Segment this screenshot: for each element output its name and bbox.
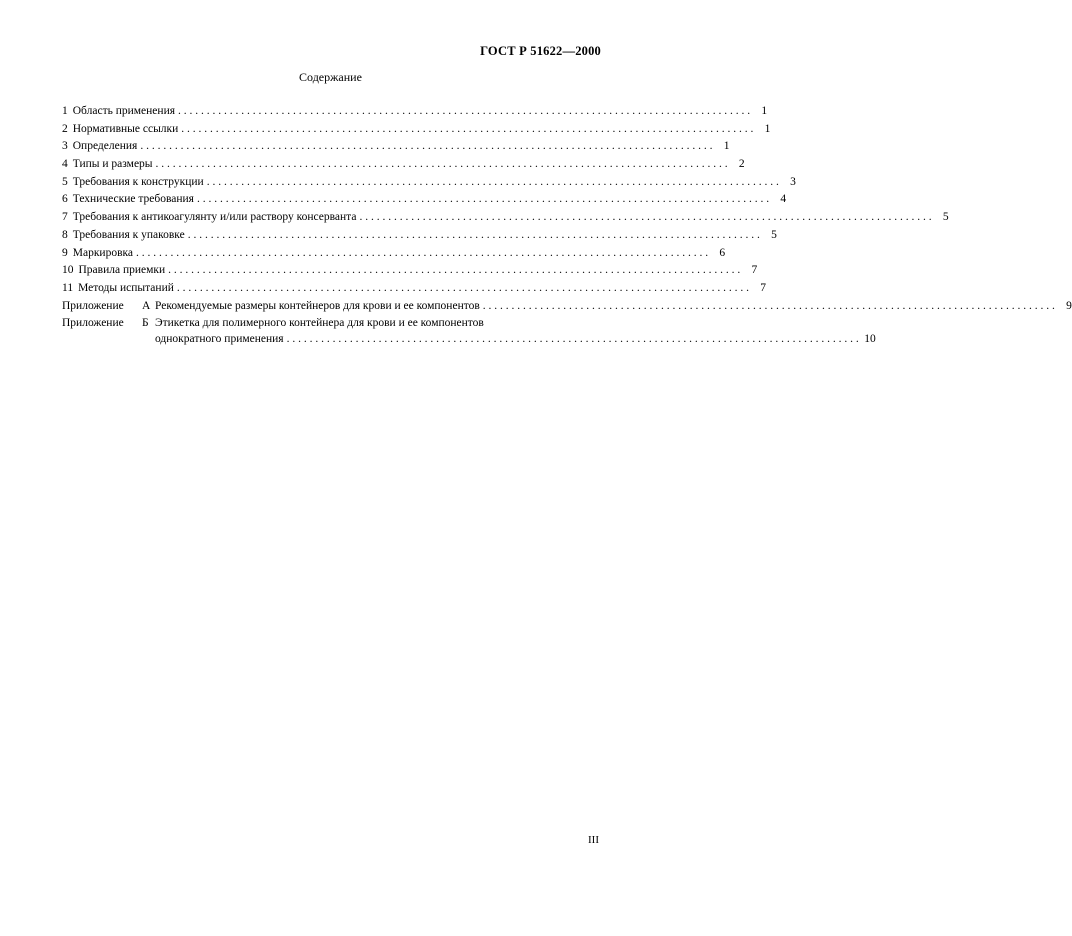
toc-entry-6[interactable] — [62, 191, 787, 209]
leader-dots — [156, 156, 728, 172]
toc-title: Содержание — [299, 70, 362, 84]
page-number: III — [588, 834, 599, 846]
leader-dots — [483, 298, 1055, 314]
toc-entry-page: 1 — [761, 105, 768, 117]
appendix-title-continued: однократного применения — [155, 333, 284, 346]
leader-dots — [188, 227, 760, 243]
toc-entry-number: 8 — [62, 228, 68, 241]
toc-entry-4[interactable] — [62, 156, 745, 174]
leader-dots — [181, 121, 753, 137]
toc-entry-7[interactable] — [62, 209, 949, 227]
leader-dots — [178, 103, 750, 119]
toc-entry-number: 11 — [62, 281, 74, 294]
table-of-contents — [62, 103, 1072, 347]
toc-entry-page: 7 — [751, 264, 758, 277]
toc-entry-2[interactable] — [62, 121, 771, 139]
toc-entry-label: Требования к конструкции — [72, 175, 204, 188]
toc-entry-number: 7 — [62, 211, 68, 224]
toc-entry-page: 1 — [764, 122, 771, 135]
appendix-letter: А — [142, 299, 151, 312]
document-code: ГОСТ Р 51622—2000 — [480, 44, 601, 58]
appendix-prefix: Приложение — [62, 299, 124, 312]
leader-dots — [207, 174, 779, 190]
toc-entry-1[interactable] — [62, 103, 768, 121]
leader-dots — [287, 331, 859, 347]
toc-entry-number: 10 — [62, 264, 74, 277]
toc-entry-page: 7 — [760, 281, 766, 294]
leader-dots — [136, 245, 708, 261]
leader-dots — [140, 138, 712, 154]
toc-entry-label: Методы испытаний — [78, 281, 174, 294]
toc-entry-number: 5 — [62, 175, 68, 188]
appendix-letter: Б — [142, 317, 149, 330]
toc-entry-page: 5 — [771, 228, 777, 241]
appendix-body — [155, 315, 876, 347]
toc-entry-label: Требования к упаковке — [72, 228, 185, 241]
toc-entry-number: 3 — [62, 140, 68, 153]
toc-entry-number: 6 — [62, 193, 68, 206]
leader-dots — [168, 262, 740, 278]
toc-entry-5[interactable] — [62, 174, 796, 192]
appendix-title: Этикетка для полимерного контейнера для крови и ее компонентов — [155, 317, 484, 330]
toc-entry-label: Область применения — [72, 105, 176, 117]
toc-entry-number: 2 — [62, 122, 68, 135]
appendix-page: 9 — [1066, 299, 1072, 312]
toc-entry-page: 5 — [942, 211, 949, 224]
toc-entry-number: 1 — [62, 105, 68, 117]
toc-entry-label: Технические требования — [72, 193, 194, 206]
toc-entry-3[interactable] — [62, 138, 730, 156]
toc-entry-label: Правила приемки — [78, 264, 166, 277]
toc-entry-label: Определения — [72, 140, 138, 153]
appendix-body — [155, 298, 1072, 314]
toc-entry-9[interactable] — [62, 245, 726, 263]
appendix-line — [155, 331, 876, 347]
toc-entry-label: Нормативные ссылки — [72, 122, 179, 135]
toc-entry-page: 6 — [719, 246, 726, 259]
leader-dots — [177, 280, 749, 296]
toc-entry-label: Типы и размеры — [72, 158, 153, 171]
toc-entry-10[interactable] — [62, 262, 758, 280]
toc-entry-page: 1 — [723, 140, 730, 153]
appendix-prefix: Приложение — [62, 317, 124, 330]
appendix-line — [155, 315, 876, 331]
appendix-page: 10 — [864, 333, 876, 346]
appendix-title: Рекомендуемые размеры контейнеров для крови и ее компонентов — [155, 299, 480, 312]
leader-dots — [197, 191, 769, 207]
toc-appendix-b[interactable] — [62, 315, 876, 347]
toc-entry-8[interactable] — [62, 227, 777, 245]
toc-appendix-a[interactable] — [62, 298, 1072, 316]
toc-entry-number: 4 — [62, 158, 68, 171]
toc-entry-number: 9 — [62, 246, 68, 259]
toc-entry-11[interactable] — [62, 280, 766, 298]
leader-dots — [359, 209, 931, 225]
toc-entry-label: Маркировка — [72, 246, 134, 259]
toc-entry-label: Требования к антикоагулянту и/или раствору консерванта — [72, 211, 357, 224]
toc-entry-page: 2 — [738, 158, 745, 171]
appendix-line — [155, 298, 1072, 314]
toc-entry-page: 3 — [790, 175, 796, 188]
toc-entry-page: 4 — [780, 193, 787, 206]
